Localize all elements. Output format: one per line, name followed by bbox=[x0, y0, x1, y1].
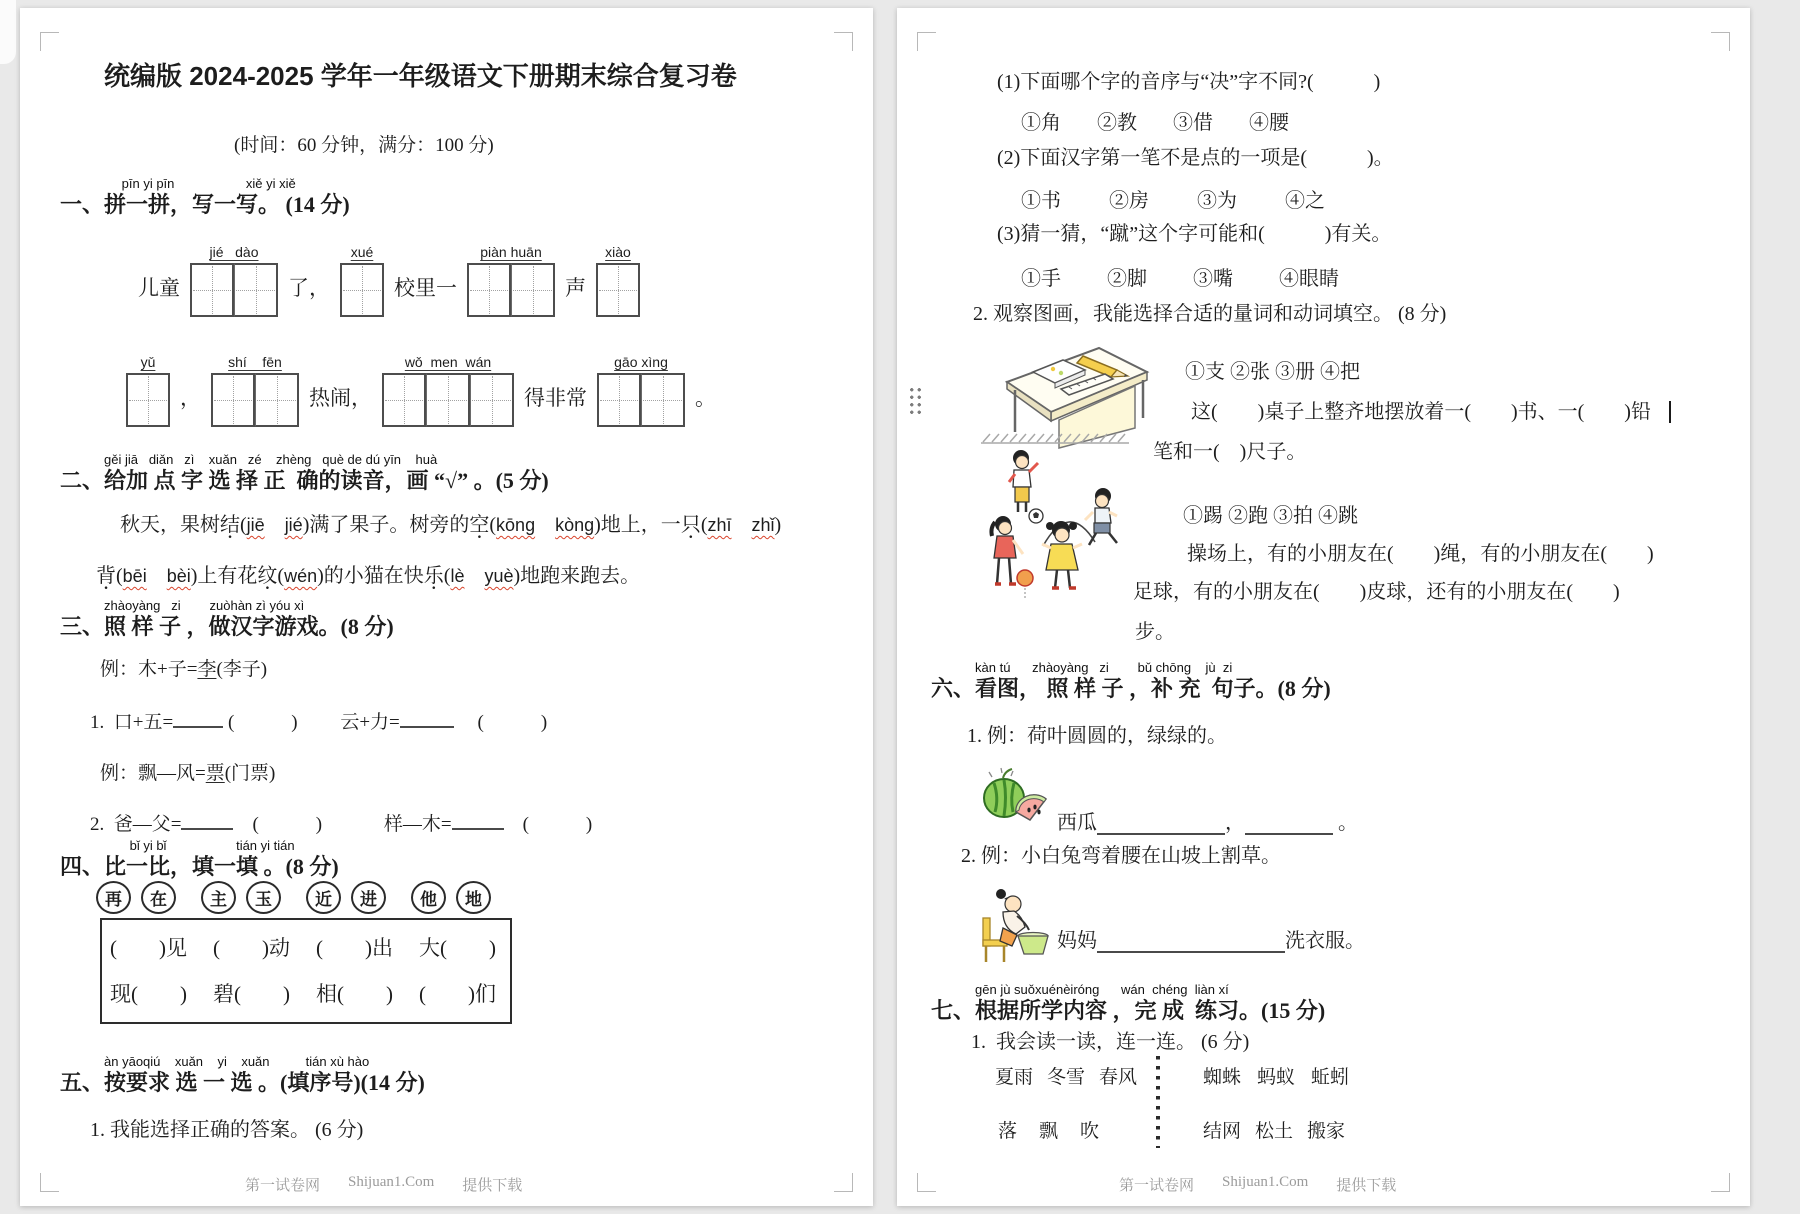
heading-text: 给加 点 字 选 择 正 确的读音，画 “√” 。(5 分) bbox=[104, 468, 549, 494]
match-word: 吹 bbox=[1080, 1121, 1100, 1142]
question-2a-line-2: 笔和一( )尺子。 bbox=[1153, 441, 1307, 463]
match-word: 松土 bbox=[1255, 1121, 1294, 1142]
playground-illustration bbox=[981, 426, 1131, 626]
match-words-bottom-right bbox=[1203, 1116, 1345, 1143]
section-6-example-2: 2. 例：小白兔弯着腰在山坡上割草。 bbox=[961, 845, 1281, 867]
writing-unit bbox=[467, 244, 555, 317]
section-number: 二、 bbox=[60, 468, 105, 494]
writing-box[interactable] bbox=[234, 263, 278, 317]
question-1-2: (2)下面汉字第一笔不是点的一项是( )。 bbox=[997, 147, 1394, 169]
text-segment bbox=[265, 514, 285, 536]
text-segment: ( bbox=[240, 514, 247, 536]
pinyin-option: jié bbox=[284, 515, 303, 535]
blank-line bbox=[452, 810, 504, 830]
pinyin-option: yuè bbox=[484, 566, 514, 586]
page-2 bbox=[897, 8, 1750, 1206]
section-3-heading bbox=[60, 598, 394, 640]
heading-text: 比一比， bbox=[104, 854, 193, 880]
panda-character-row bbox=[96, 872, 491, 914]
text-segment: 背 bbox=[96, 565, 116, 587]
writing-unit bbox=[211, 354, 299, 427]
example-line bbox=[100, 658, 267, 682]
exam-title: 统编版 2024-2025 学年一年级语文下册期末综合复习卷 bbox=[104, 61, 737, 91]
text-segment: 只 bbox=[680, 514, 701, 536]
match-word: 落 bbox=[998, 1121, 1018, 1142]
question-2b-line-3: 步。 bbox=[1135, 621, 1175, 643]
heading-text: 拼一拼， bbox=[104, 192, 193, 218]
blank-line bbox=[181, 810, 233, 830]
writing-box[interactable] bbox=[126, 373, 170, 427]
fill-slot: ( )见 bbox=[110, 936, 187, 960]
option-item: ④之 bbox=[1285, 190, 1325, 212]
text-segment: ( ) bbox=[453, 712, 548, 734]
fill-slot: ( )们 bbox=[419, 982, 496, 1006]
pinyin-writing-row-1 bbox=[138, 244, 640, 317]
match-word: 搬家 bbox=[1307, 1121, 1346, 1142]
fill-slot: 大( ) bbox=[419, 936, 496, 960]
fill-sentence-2 bbox=[1057, 924, 1365, 953]
blank-line bbox=[173, 708, 223, 728]
question-1-1: (1)下面哪个字的音序与“决”字不同?( ) bbox=[997, 71, 1381, 93]
text-segment: ( bbox=[489, 514, 497, 536]
writing-box[interactable] bbox=[382, 373, 426, 427]
writing-box[interactable] bbox=[190, 263, 234, 317]
pinyin-label: jié dào bbox=[209, 244, 259, 260]
text-segment: (李子) bbox=[216, 659, 268, 680]
options-row-1-3 bbox=[1021, 262, 1339, 291]
writing-box[interactable] bbox=[470, 373, 514, 427]
writing-box[interactable] bbox=[596, 263, 640, 317]
reading-passage-line-1 bbox=[120, 513, 781, 538]
option-item: ③嘴 bbox=[1193, 268, 1233, 290]
row-text: 。 bbox=[695, 386, 716, 410]
margin-mark-icon bbox=[917, 32, 936, 51]
text-segment: )的小猫在快 bbox=[317, 565, 424, 587]
panda-character-icon: 再 bbox=[96, 881, 131, 914]
option-item: ①书 bbox=[1021, 190, 1061, 212]
panda-character-icon: 地 bbox=[456, 881, 491, 914]
page-1 bbox=[20, 8, 873, 1206]
pinyin-annotation: pīn yi pīn bbox=[121, 176, 175, 191]
option-item: ①手 bbox=[1021, 268, 1061, 290]
blank-line[interactable] bbox=[1097, 814, 1225, 835]
question-2b-line-1: 操场上，有的小朋友在( )绳，有的小朋友在( ) bbox=[1187, 543, 1654, 565]
text-segment: ( bbox=[116, 565, 123, 587]
pinyin-option: zhǐ bbox=[751, 515, 775, 535]
text-segment: 2. 爸—父= bbox=[90, 814, 182, 836]
option-item: ④眼睛 bbox=[1279, 268, 1339, 290]
text-segment: 乐 bbox=[423, 565, 444, 587]
fill-slot: 碧( ) bbox=[213, 982, 290, 1006]
question-2b-options: ①踢 ②跑 ③拍 ④跳 bbox=[1183, 505, 1358, 527]
section-7-heading bbox=[931, 982, 1325, 1024]
margin-mark-icon bbox=[40, 32, 59, 51]
fill-end: 洗衣服。 bbox=[1285, 930, 1365, 952]
panda-character-icon: 玉 bbox=[246, 881, 281, 914]
blank-line bbox=[400, 708, 454, 728]
panda-character-icon: 近 bbox=[306, 881, 341, 914]
pinyin-option: zhī bbox=[707, 515, 732, 535]
text-segment: ( ) 云+力= bbox=[223, 712, 400, 734]
text-segment: 例：飘—风= bbox=[100, 763, 206, 784]
text-segment bbox=[732, 514, 752, 536]
text-segment: 秋天，果树 bbox=[120, 514, 220, 536]
row-text: 声 bbox=[565, 276, 586, 300]
writing-unit bbox=[597, 354, 685, 427]
match-word: 结网 bbox=[1203, 1121, 1242, 1142]
pinyin-annotation: kàn tú zhàoyàng zi bǔ chōng jù zi bbox=[975, 660, 1233, 675]
question-line bbox=[90, 708, 547, 735]
fill-mid: ， bbox=[1225, 812, 1245, 834]
pinyin-annotation: àn yāoqiú xuǎn yi xuǎn tián xù hào bbox=[104, 1054, 370, 1069]
pinyin-label: piàn huān bbox=[480, 244, 542, 260]
window-corner bbox=[0, 0, 16, 64]
fill-slot: ( )动 bbox=[213, 936, 290, 960]
option-item: ②房 bbox=[1109, 190, 1149, 212]
panda-character-icon: 进 bbox=[351, 881, 386, 914]
match-word: 春风 bbox=[1099, 1067, 1138, 1088]
fill-slot: ( )出 bbox=[316, 936, 393, 960]
pinyin-label: xué bbox=[350, 244, 374, 260]
match-word: 蚂蚁 bbox=[1257, 1067, 1296, 1088]
pinyin-annotation: tián yi tián bbox=[236, 838, 295, 853]
option-item: ②脚 bbox=[1107, 268, 1147, 290]
option-item: ④腰 bbox=[1249, 112, 1289, 134]
text-segment: )上有花 bbox=[190, 565, 258, 587]
footer-site: 第一试卷网 bbox=[245, 1178, 321, 1194]
section-number: 四、 bbox=[60, 854, 105, 880]
option-item: ③借 bbox=[1173, 112, 1213, 134]
pinyin-annotation: xiě yi xiě bbox=[245, 176, 296, 191]
margin-mark-icon bbox=[917, 1173, 936, 1192]
heading-text: 填一填 。(8 分) bbox=[192, 854, 339, 880]
question-2-heading: 2. 观察图画，我能选择合适的量词和动词填空。 (8 分) bbox=[973, 303, 1447, 325]
row-text: 得非常 bbox=[524, 386, 587, 410]
section-6-heading bbox=[931, 660, 1331, 702]
section-number: 五、 bbox=[60, 1070, 105, 1096]
pinyin-label: yǔ bbox=[140, 354, 156, 370]
panda-character-icon: 在 bbox=[141, 881, 176, 914]
option-item: ③为 bbox=[1197, 190, 1237, 212]
pinyin-option: bèi bbox=[166, 566, 191, 586]
text-segment: ( ) 样—木= bbox=[233, 814, 452, 836]
text-segment: (门票) bbox=[224, 763, 276, 784]
section-1-heading bbox=[60, 176, 350, 218]
drag-handle-icon[interactable] bbox=[908, 386, 923, 416]
match-word: 夏雨 bbox=[995, 1067, 1034, 1088]
question-line bbox=[90, 810, 592, 837]
pinyin-annotation: zhàoyàng zi zuòhàn zì yóu xì bbox=[104, 598, 305, 613]
footer-url: Shijuan1.Com bbox=[1222, 1174, 1309, 1190]
panda-character-icon: 主 bbox=[201, 881, 236, 914]
matching-divider-dotted-line bbox=[1156, 1056, 1160, 1148]
footer-url: Shijuan1.Com bbox=[348, 1174, 435, 1190]
margin-mark-icon bbox=[834, 1173, 853, 1192]
writing-box[interactable] bbox=[255, 373, 299, 427]
panda-character-icon: 他 bbox=[411, 881, 446, 914]
option-item: ①角 bbox=[1021, 112, 1061, 134]
match-word: 蜘蛛 bbox=[1203, 1067, 1242, 1088]
page-footer bbox=[1119, 1174, 1396, 1195]
reading-passage-line-2 bbox=[96, 564, 640, 589]
footer-site: 第一试卷网 bbox=[1119, 1178, 1195, 1194]
exam-subtitle: (时间：60 分钟，满分：100 分) bbox=[234, 135, 494, 156]
row-text: 儿童 bbox=[138, 276, 180, 300]
writing-box[interactable] bbox=[426, 373, 470, 427]
section-7-question-1: 1. 我会读一读，连一连。 (6 分) bbox=[971, 1031, 1250, 1053]
section-number: 七、 bbox=[931, 998, 976, 1024]
text-segment: ( ) bbox=[503, 814, 593, 836]
text-segment: 结 bbox=[220, 514, 240, 536]
section-number: 三、 bbox=[60, 614, 105, 640]
heading-text: 按要求 选 一 选 。(填序号)(14 分) bbox=[104, 1070, 425, 1096]
blank-line[interactable] bbox=[1097, 932, 1285, 953]
writing-box[interactable] bbox=[467, 263, 511, 317]
pinyin-option: wén bbox=[284, 566, 318, 586]
text-segment: 空 bbox=[469, 514, 490, 536]
page-footer bbox=[245, 1174, 522, 1195]
text-segment: 例：木+子= bbox=[100, 659, 198, 680]
footer-note: 提供下载 bbox=[462, 1178, 523, 1194]
text-segment: 李 bbox=[197, 659, 217, 680]
option-item: ②教 bbox=[1097, 112, 1137, 134]
pinyin-annotation: gěi jiā diǎn zì xuǎn zé zhèng què de dú yīn huà bbox=[104, 452, 438, 467]
question-1-3: (3)猜一猜，“蹴”这个字可能和( )有关。 bbox=[997, 223, 1392, 245]
washing-clothes-illustration bbox=[979, 884, 1051, 968]
match-word: 飘 bbox=[1039, 1121, 1059, 1142]
text-segment: )地上，一 bbox=[594, 514, 681, 536]
match-word: 冬雪 bbox=[1047, 1067, 1086, 1088]
fill-row-2 bbox=[110, 978, 496, 1008]
writing-box[interactable] bbox=[211, 373, 255, 427]
writing-unit bbox=[596, 244, 640, 317]
section-2-heading bbox=[60, 452, 549, 494]
footer-note: 提供下载 bbox=[1336, 1178, 1397, 1194]
pinyin-label: xiào bbox=[605, 244, 631, 260]
section-5-question-1: 1. 我能选择正确的答案。 (6 分) bbox=[90, 1119, 364, 1141]
row-text: ， bbox=[180, 386, 201, 410]
pinyin-option: bēi bbox=[122, 566, 147, 586]
watermelon-illustration bbox=[983, 766, 1049, 822]
text-cursor bbox=[1669, 401, 1671, 423]
pinyin-writing-row-2 bbox=[126, 354, 716, 427]
fill-slot: 相( ) bbox=[316, 982, 393, 1006]
pinyin-option: jiē bbox=[246, 515, 265, 535]
section-6-example-1: 1. 例：荷叶圆圆的，绿绿的。 bbox=[967, 725, 1227, 747]
match-words-bottom-left bbox=[998, 1116, 1099, 1143]
margin-mark-icon bbox=[1711, 1173, 1730, 1192]
writing-unit bbox=[190, 244, 278, 317]
heading-text: 看图， 照 样 子 ，补 充 句子。(8 分) bbox=[975, 676, 1331, 702]
options-row-1-2 bbox=[1021, 184, 1325, 213]
match-words-top-left bbox=[995, 1062, 1137, 1089]
text-segment: )地跑来跑去。 bbox=[513, 565, 641, 587]
fill-sentence-1 bbox=[1057, 806, 1358, 835]
pinyin-annotation: gēn jù suǒxuénèiróng wán chéng liàn xí bbox=[975, 982, 1229, 997]
row-text: 热闹， bbox=[309, 386, 372, 410]
example-line bbox=[100, 762, 275, 786]
text-segment: ( bbox=[700, 514, 708, 536]
row-text: 校里一 bbox=[394, 276, 457, 300]
writing-box[interactable] bbox=[340, 263, 384, 317]
pinyin-option: kòng bbox=[555, 515, 595, 535]
fill-row-1 bbox=[110, 932, 496, 962]
fill-end: 。 bbox=[1333, 812, 1358, 834]
question-2a-line-1: 这( )桌子上整齐地摆放着一( )书、一( )铅 bbox=[1191, 401, 1651, 423]
options-row-1-1 bbox=[1021, 106, 1289, 135]
section-number: 一、 bbox=[60, 192, 105, 218]
text-segment: )满了果子。树旁的 bbox=[302, 514, 470, 536]
match-words-top-right bbox=[1203, 1062, 1349, 1089]
fill-pre: 西瓜 bbox=[1057, 812, 1097, 834]
writing-unit bbox=[126, 354, 170, 427]
text-segment: 票 bbox=[205, 763, 225, 784]
pinyin-option: lè bbox=[450, 566, 465, 586]
writing-box[interactable] bbox=[597, 373, 641, 427]
text-segment bbox=[147, 565, 167, 587]
writing-box[interactable] bbox=[641, 373, 685, 427]
text-segment: ) bbox=[774, 514, 782, 536]
section-5-heading bbox=[60, 1054, 425, 1096]
question-2b-line-2: 足球，有的小朋友在( )皮球，还有的小朋友在( ) bbox=[1133, 581, 1620, 603]
margin-mark-icon bbox=[40, 1173, 59, 1192]
fill-slot: 现( ) bbox=[110, 982, 187, 1006]
text-segment: ( bbox=[277, 565, 285, 587]
blank-line[interactable] bbox=[1245, 814, 1333, 835]
text-segment: 1. 口+五= bbox=[90, 712, 174, 734]
writing-unit bbox=[340, 244, 384, 317]
heading-text: 根据所学内容 ，完 成 练习。(15 分) bbox=[975, 998, 1326, 1024]
pinyin-annotation: bǐ yi bǐ bbox=[129, 838, 167, 853]
section-number: 六、 bbox=[931, 676, 976, 702]
writing-unit bbox=[382, 354, 514, 427]
text-segment bbox=[464, 565, 484, 587]
margin-mark-icon bbox=[1711, 32, 1730, 51]
pinyin-label: wǒ men wán bbox=[404, 354, 492, 370]
heading-text: 写一写。 (14 分) bbox=[192, 192, 350, 218]
heading-text: 照 样 子 ，做汉字游戏。(8 分) bbox=[104, 614, 394, 640]
pinyin-label: gāo xìng bbox=[614, 354, 668, 370]
fill-pre: 妈妈 bbox=[1057, 930, 1097, 952]
text-segment bbox=[535, 514, 555, 536]
pinyin-label: shí fēn bbox=[228, 354, 282, 370]
row-text: 了， bbox=[288, 276, 330, 300]
text-segment: ( bbox=[443, 565, 451, 587]
fill-in-box bbox=[100, 918, 512, 1024]
writing-box[interactable] bbox=[511, 263, 555, 317]
question-2a-options: ①支 ②张 ③册 ④把 bbox=[1185, 361, 1360, 383]
margin-mark-icon bbox=[834, 32, 853, 51]
match-word: 蚯蚓 bbox=[1311, 1067, 1350, 1088]
pinyin-option: kōng bbox=[496, 515, 536, 535]
text-segment: 纹 bbox=[257, 565, 278, 587]
